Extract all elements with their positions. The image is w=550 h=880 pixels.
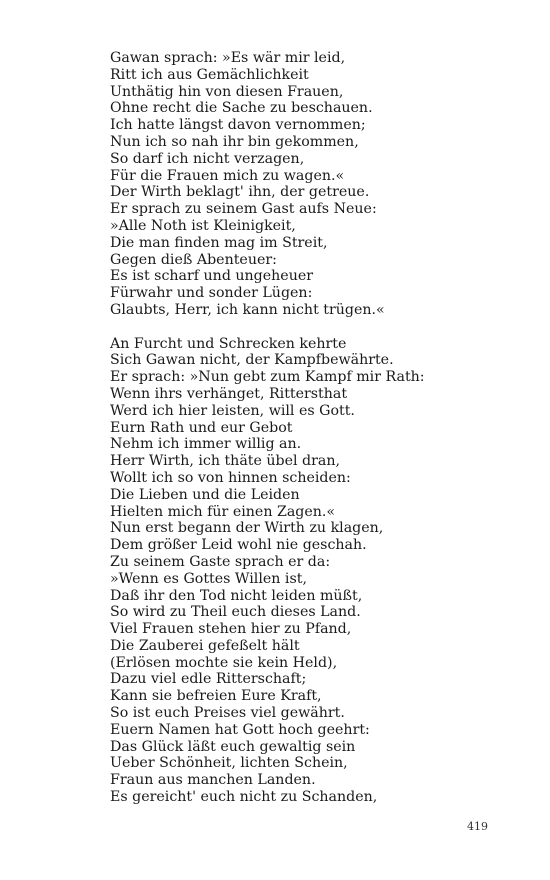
verse-line: Das Glück läßt euch gewaltig sein [110,738,356,755]
verse-line: Dazu viel edle Ritterschaft; [110,671,307,688]
verse-line: Eurn Rath und eur Gebot [110,419,293,436]
stanza-1 [110,50,510,319]
verse-line: Euern Namen hat Gott hoch geehrt: [110,721,370,738]
verse-line: Der Wirth beklagt' ihn, der getreue. [110,184,370,201]
verse-line: Kann sie befreien Eure Kraft, [110,688,322,705]
verse-line: Es ist scharf und ungeheuer [110,268,314,285]
verse-line: »Alle Noth ist Kleinigkeit, [110,217,296,234]
verse-line: Zu seinem Gaste sprach er da: [110,553,331,570]
verse-line: Ich hatte längst davon vernommen; [110,117,366,134]
verse-line: (Erlösen mochte sie kein Held), [110,654,338,671]
verse-line: Für die Frauen mich zu wagen.« [110,167,345,184]
verse-line: Dem größer Leid wohl nie geschah. [110,537,367,554]
verse-line: Glaubts, Herr, ich kann nicht trügen.« [110,301,385,318]
verse-line: Wenn ihrs verhänget, Rittersthat [110,385,348,402]
verse-line: Die Zauberei gefeßelt hält [110,637,300,654]
verse-line: Nehm ich immer willig an. [110,436,302,453]
verse-line: Er sprach zu seinem Gast aufs Neue: [110,201,377,218]
verse-line: Sich Gawan nicht, der Kampfbewährte. [110,352,394,369]
verse-line: Nun ich so nah ihr bin gekommen, [110,133,359,150]
verse-line: Werd ich hier leisten, will es Gott. [110,402,355,419]
poem-text [110,50,510,806]
verse-line: Wollt ich so von hinnen scheiden: [110,469,351,486]
verse-line: Es gereicht' euch nicht zu Schanden, [110,789,378,806]
verse-line: Die Lieben und die Leiden [110,486,300,503]
verse-line: Unthätig hin von diesen Frauen, [110,83,344,100]
verse-line: Gegen dieß Abenteuer: [110,251,277,268]
verse-line: Herr Wirth, ich thäte übel dran, [110,453,341,470]
verse-line: Ueber Schönheit, lichten Schein, [110,755,348,772]
verse-line: Ritt ich aus Gemächlichkeit [110,66,309,83]
verse-line: »Wenn es Gottes Willen ist, [110,570,307,587]
verse-line: Viel Frauen stehen hier zu Pfand, [110,621,352,638]
page-number: 419 [467,820,488,833]
verse-line: Hielten mich für einen Zagen.« [110,503,336,520]
verse-line: Fürwahr und sonder Lügen: [110,285,313,302]
verse-line: Nun erst begann der Wirth zu klagen, [110,520,384,537]
verse-line: Er sprach: »Nun gebt zum Kampf mir Rath: [110,369,425,386]
verse-line: An Furcht und Schrecken kehrte [110,335,347,352]
verse-line: Daß ihr den Tod nicht leiden müßt, [110,587,363,604]
verse-line: Ohne recht die Sache zu beschauen. [110,100,373,117]
verse-line: Die man finden mag im Streit, [110,234,328,251]
verse-line: Gawan sprach: »Es wär mir leid, [110,50,346,66]
verse-line: So ist euch Preises viel gewährt. [110,705,345,722]
stanza-2 [110,336,510,806]
verse-line: So wird zu Theil euch dieses Land. [110,604,361,621]
verse-line: So darf ich nicht verzagen, [110,150,305,167]
verse-line: Fraun aus manchen Landen. [110,772,316,789]
